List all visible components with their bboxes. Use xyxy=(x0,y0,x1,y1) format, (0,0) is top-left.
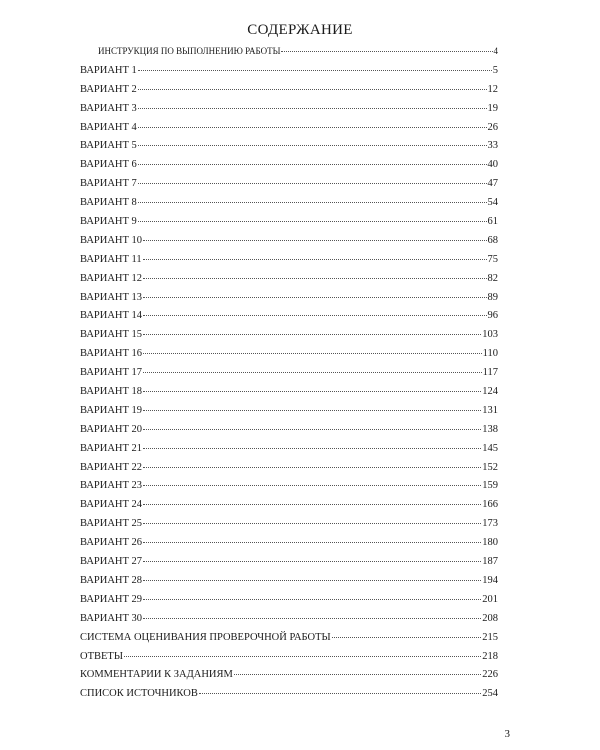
toc-entry[interactable] xyxy=(80,197,498,216)
toc-entry-label: ВАРИАНТ 23 xyxy=(80,480,143,492)
toc-entry[interactable] xyxy=(80,273,498,292)
dot-leader xyxy=(138,201,487,203)
page-title: СОДЕРЖАНИЕ xyxy=(247,22,353,38)
toc-entry[interactable] xyxy=(80,159,498,178)
toc-entry[interactable] xyxy=(80,537,498,556)
toc-entry[interactable] xyxy=(80,329,498,348)
toc-entry-label: ВАРИАНТ 13 xyxy=(80,291,143,303)
toc-entry-page: 12 xyxy=(487,83,498,95)
toc-entry-page: 96 xyxy=(487,310,498,322)
toc-entry-page: 218 xyxy=(482,650,498,662)
dot-leader xyxy=(138,144,487,146)
toc-entry-label: ВАРИАНТ 25 xyxy=(80,518,143,530)
toc-entry[interactable] xyxy=(80,443,498,462)
toc-entry-label: ВАРИАНТ 4 xyxy=(80,121,137,133)
toc-entry-label: ВАРИАНТ 27 xyxy=(80,556,143,568)
toc-entry-label: ВАРИАНТ 26 xyxy=(80,537,143,549)
toc-entry[interactable] xyxy=(80,122,498,141)
toc-entry[interactable] xyxy=(80,462,498,481)
dot-leader xyxy=(143,333,481,335)
toc-entry-page: 19 xyxy=(487,102,498,114)
dot-leader xyxy=(199,692,481,694)
toc-entry-page: 124 xyxy=(482,386,498,398)
toc-entry-page: 138 xyxy=(482,423,498,435)
toc-entry[interactable] xyxy=(80,556,498,575)
toc-entry-page: 173 xyxy=(482,518,498,530)
toc-entry-label: ВАРИАНТ 1 xyxy=(80,64,137,76)
toc-entry-instructions[interactable] xyxy=(80,46,498,65)
toc-entry-page: 254 xyxy=(482,688,498,700)
toc-entry[interactable] xyxy=(80,254,498,273)
dot-leader xyxy=(138,163,487,165)
toc-entry[interactable] xyxy=(80,216,498,235)
toc-entry[interactable] xyxy=(80,103,498,122)
dot-leader xyxy=(138,182,487,184)
toc-entry-label: ВАРИАНТ 18 xyxy=(80,386,143,398)
dot-leader xyxy=(143,390,481,392)
toc-entry-page: 145 xyxy=(482,442,498,454)
dot-leader xyxy=(138,69,492,71)
toc-entry-label: ВАРИАНТ 6 xyxy=(80,159,137,171)
toc-entry-page: 103 xyxy=(482,329,498,341)
toc-entry[interactable] xyxy=(80,405,498,424)
toc-entry-page: 75 xyxy=(487,253,498,265)
toc-entry-page: 89 xyxy=(487,291,498,303)
dot-leader xyxy=(143,541,481,543)
dot-leader xyxy=(143,617,481,619)
toc-entry-page: 159 xyxy=(482,480,498,492)
dot-leader xyxy=(143,352,482,354)
toc-entry[interactable] xyxy=(80,480,498,499)
toc-entry-label: ВАРИАНТ 12 xyxy=(80,272,143,284)
dot-leader xyxy=(143,371,482,373)
dot-leader xyxy=(234,673,481,675)
toc-entry[interactable] xyxy=(80,84,498,103)
toc-entry-page: 4 xyxy=(493,46,498,56)
toc-entry-label: ВАРИАНТ 7 xyxy=(80,178,137,190)
toc-entry[interactable] xyxy=(80,632,498,651)
toc-entry-page: 166 xyxy=(482,499,498,511)
toc-entry[interactable] xyxy=(80,310,498,329)
toc-entry-label: ВАРИАНТ 8 xyxy=(80,197,137,209)
toc-entry-page: 61 xyxy=(487,216,498,228)
toc-entry-label: ВАРИАНТ 9 xyxy=(80,216,137,228)
toc-entry-page: 40 xyxy=(487,159,498,171)
table-of-contents xyxy=(80,46,498,707)
toc-entry[interactable] xyxy=(80,688,498,707)
dot-leader xyxy=(143,409,481,411)
toc-entry-label: ВАРИАНТ 16 xyxy=(80,348,143,360)
toc-entry-label: ВАРИАНТ 15 xyxy=(80,329,143,341)
toc-entry-page: 194 xyxy=(482,574,498,586)
toc-entry-label: ВАРИАНТ 29 xyxy=(80,593,143,605)
toc-entry-label: ВАРИАНТ 2 xyxy=(80,83,137,95)
dot-leader xyxy=(143,258,487,260)
dot-leader xyxy=(143,277,486,279)
toc-entry-page: 33 xyxy=(487,140,498,152)
toc-entry-label: ВАРИАНТ 10 xyxy=(80,234,143,246)
toc-entry-label: ВАРИАНТ 22 xyxy=(80,461,143,473)
toc-entry-page: 54 xyxy=(487,197,498,209)
toc-entry-label: ВАРИАНТ 24 xyxy=(80,499,143,511)
page-number: 3 xyxy=(504,728,510,740)
toc-entry-page: 5 xyxy=(492,64,498,76)
dot-leader xyxy=(143,560,481,562)
toc-entry-page: 110 xyxy=(482,348,498,360)
toc-entry-label: СИСТЕМА ОЦЕНИВАНИЯ ПРОВЕРОЧНОЙ РАБОТЫ xyxy=(80,631,331,643)
toc-entry-label: ВАРИАНТ 21 xyxy=(80,442,143,454)
toc-entry[interactable] xyxy=(80,594,498,613)
toc-entry-label: ОТВЕТЫ xyxy=(80,650,123,662)
toc-entry-page: 180 xyxy=(482,537,498,549)
toc-entry[interactable] xyxy=(80,65,498,84)
dot-leader xyxy=(143,447,481,449)
toc-entry-label: ВАРИАНТ 11 xyxy=(80,253,142,265)
toc-entry[interactable] xyxy=(80,348,498,367)
toc-entry-label: ВАРИАНТ 19 xyxy=(80,404,143,416)
toc-entry-label: СПИСОК ИСТОЧНИКОВ xyxy=(80,688,198,700)
toc-entry-page: 187 xyxy=(482,556,498,568)
toc-entry[interactable] xyxy=(80,386,498,405)
toc-entry-page: 131 xyxy=(482,404,498,416)
toc-entry[interactable] xyxy=(80,499,498,518)
toc-entry-label: ВАРИАНТ 5 xyxy=(80,140,137,152)
toc-entry[interactable] xyxy=(80,651,498,670)
dot-leader xyxy=(138,88,487,90)
toc-entry-page: 117 xyxy=(482,367,498,379)
toc-entry-page: 26 xyxy=(487,121,498,133)
dot-leader xyxy=(143,239,486,241)
toc-entry[interactable] xyxy=(80,518,498,537)
dot-leader xyxy=(143,296,486,298)
toc-entry-page: 226 xyxy=(482,669,498,681)
toc-entry[interactable] xyxy=(80,367,498,386)
dot-leader xyxy=(143,598,481,600)
dot-leader xyxy=(143,579,481,581)
toc-entry-page: 208 xyxy=(482,612,498,624)
dot-leader xyxy=(143,466,481,468)
toc-entry-label: ВАРИАНТ 20 xyxy=(80,423,143,435)
toc-entry[interactable] xyxy=(80,140,498,159)
dot-leader xyxy=(138,220,487,222)
toc-entry-page: 201 xyxy=(482,593,498,605)
toc-entry-label: ВАРИАНТ 14 xyxy=(80,310,143,322)
dot-leader xyxy=(124,655,481,657)
toc-entry-page: 82 xyxy=(487,272,498,284)
toc-entry-label: ВАРИАНТ 17 xyxy=(80,367,143,379)
toc-entry-page: 215 xyxy=(482,631,498,643)
toc-entry-label: ВАРИАНТ 3 xyxy=(80,102,137,114)
toc-entry-page: 152 xyxy=(482,461,498,473)
dot-leader xyxy=(332,636,482,638)
toc-entry[interactable] xyxy=(80,613,498,632)
toc-entry-label: КОММЕНТАРИИ К ЗАДАНИЯМ xyxy=(80,669,233,681)
dot-leader xyxy=(143,428,481,430)
toc-entry-label: ВАРИАНТ 30 xyxy=(80,612,143,624)
dot-leader xyxy=(281,50,492,52)
toc-entry-label: ИНСТРУКЦИЯ ПО ВЫПОЛНЕНИЮ РАБОТЫ xyxy=(98,46,281,56)
toc-entry-page: 68 xyxy=(487,234,498,246)
dot-leader xyxy=(143,503,481,505)
dot-leader xyxy=(138,126,487,128)
dot-leader xyxy=(143,314,486,316)
dot-leader xyxy=(143,484,481,486)
toc-entry[interactable] xyxy=(80,292,498,311)
toc-entry[interactable] xyxy=(80,424,498,443)
toc-entry[interactable] xyxy=(80,178,498,197)
dot-leader xyxy=(143,522,481,524)
toc-entry-page: 47 xyxy=(487,178,498,190)
toc-entry-label: ВАРИАНТ 28 xyxy=(80,574,143,586)
toc-entry[interactable] xyxy=(80,575,498,594)
toc-entry[interactable] xyxy=(80,235,498,254)
dot-leader xyxy=(138,107,487,109)
toc-entry[interactable] xyxy=(80,669,498,688)
